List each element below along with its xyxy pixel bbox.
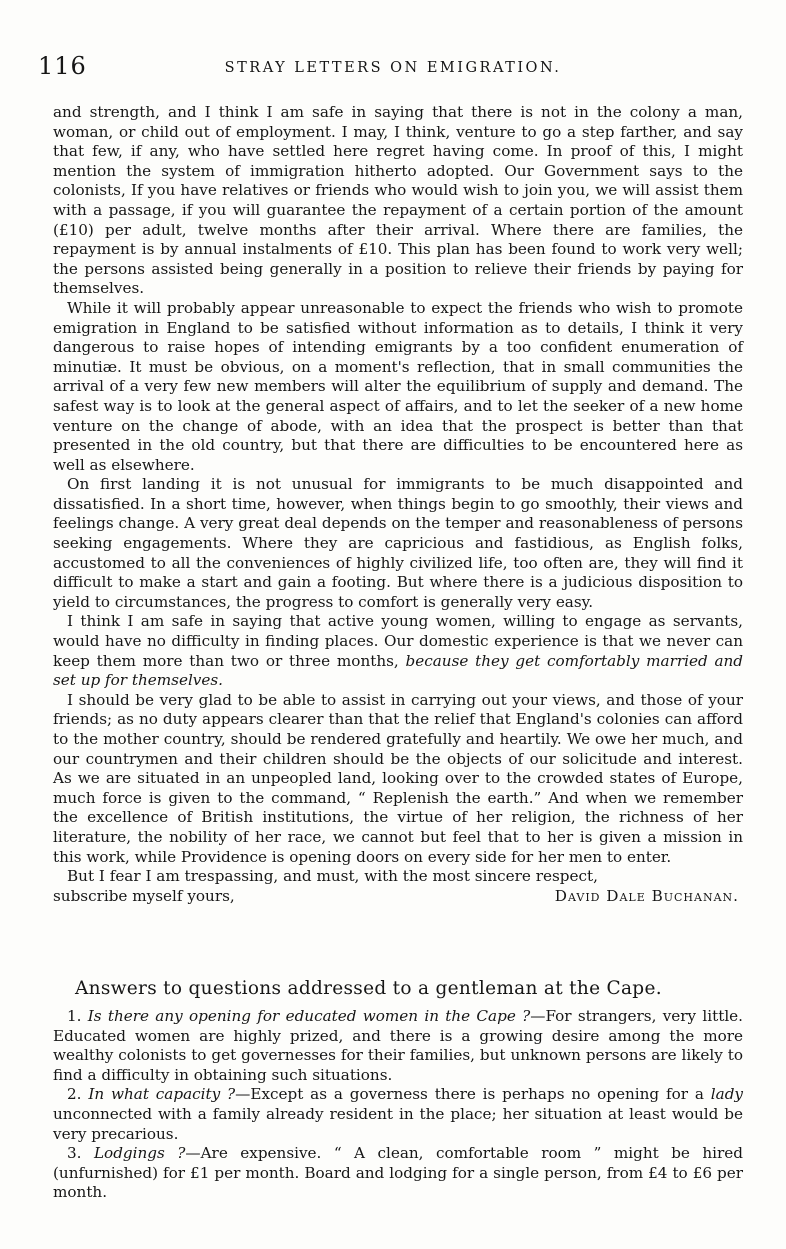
signature: David Dale Buchanan. [554, 886, 739, 905]
answer-number: 2. [67, 1085, 82, 1104]
answer-item [53, 1007, 743, 1085]
running-title: STRAY LETTERS ON EMIGRATION. [224, 60, 562, 76]
answer-item [53, 1144, 743, 1203]
letter-paragraph-5: I should be very glad to be able to assist in carrying out your views, and those of your friends; as no duty appears clearer than that the relief that England's colonies can afford to the mother country, should be rendered gratefully and heartily. We owe her much, and our countrymen and their children should be the objects of our solicitude and interest. As we are situated in an unpeopled land, looking over to the crowded states of Europe, much force is given to the command, “ Replenish the earth.” And when we remember the excellence of British institutions, the virtue of her religion, the richness of her literature, the nobility of her race, we cannot but feel that to her is given a mission in this work, while Providence is opening doors on every side for her men to enter. [53, 690, 743, 866]
letter-paragraph-2: While it will probably appear unreasonable to expect the friends who wish to promote emigration in England to be satisfied without information as to details, I think it very dangerous to raise hopes of intending emigrants by a too confident enumeration of minutiæ. It must be obvious, on a moment's reflection, that in small communities the arrival of a very few new members will alter the equilibrium of supply and demand. The safest way is to look at the general aspect of affairs, and to let the seeker of a new home venture on the change of abode, with an idea that the prospect is better than that presented in the old country, but that there are difficulties to be encountered here as well as elsewhere. [53, 298, 743, 474]
section-heading: Answers to questions addressed to a gentleman at the Cape. [75, 978, 662, 999]
paragraph-4-text: I think I am safe in saying that active young women, willing to engage as servants, would have no difficulty in finding places. Our domestic experience is that we never can keep them more than two or three months, [53, 612, 743, 670]
letter-paragraph-1: and strength, and I think I am safe in saying that there is not in the colony a man, woman, or child out of employment. I may, I think, venture to go a step farther, and say that few, if any, who have settled here regret having come. In proof of this, I might mention the system of immigration hitherto adopted. Our Government says to the colonists, If you have relatives or friends who would wish to join you, we will assist them with a passage, if you will guarantee the repayment of a certain portion of the amount (£10) per adult, twelve months after their arrival. Where there are families, the repayment is by annual instalments of £10. This plan has been found to work very well; the persons assisted being generally in a position to relieve their friends by paying for themselves. [53, 103, 743, 298]
answer-text-cont: unconnected with a family already resident in the place; her situation at least would be very precarious. [53, 1104, 743, 1143]
question-text: In what capacity ? [88, 1085, 236, 1104]
letter-body [53, 103, 743, 906]
answer-text: —Are expensive. “ A clean, comfortable room ” might be hired (unfurnished) for £1 per month. Board and lodging for a single person, from £4 to £6 per month. [53, 1144, 743, 1202]
closing-line: But I fear I am trespassing, and must, with the most sincere respect, [67, 867, 598, 886]
answer-text: —Except as a governess there is perhaps no opening for a [235, 1085, 704, 1104]
question-text: Is there any opening for educated women in the Cape ? [87, 1007, 531, 1025]
running-header [38, 52, 748, 86]
letter-paragraph-3: On first landing it is not unusual for immigrants to be much disappointed and dissatisfied. In a short time, however, when things begin to go smoothly, their views and feelings change. A very great deal depends on the temper and reasonableness of persons seeking engagements. Where they are capricious and fastidious, as English folks, accustomed to all the conveniences of highly civilized life, too often are, they will find it difficult to make a start and gain a footing. But where there is a judicious disposition to yield to circumstances, the progress to comfort is generally very easy. [53, 475, 743, 611]
signature-line [53, 887, 743, 907]
page-number: 116 [38, 52, 87, 80]
answer-italic-word: lady [710, 1085, 744, 1104]
answer-number: 3. [67, 1144, 82, 1163]
answer-item [53, 1085, 743, 1144]
answer-number: 1. [67, 1007, 82, 1025]
letter-paragraph-4 [53, 612, 743, 690]
paragraph-4-italic: because they get comfortably married and set up for themselves. [53, 651, 743, 690]
answer-text: —For strangers, very little. Educated women are highly prized, and there is a growing desire among the more wealthy colonists to get governesses for their families, but unknown persons are likely to find a difficulty in obtaining such situations. [53, 1007, 743, 1084]
answers-list [53, 1007, 743, 1203]
closing-salutation: subscribe myself yours, [53, 886, 235, 905]
question-text: Lodgings ? [93, 1144, 186, 1163]
